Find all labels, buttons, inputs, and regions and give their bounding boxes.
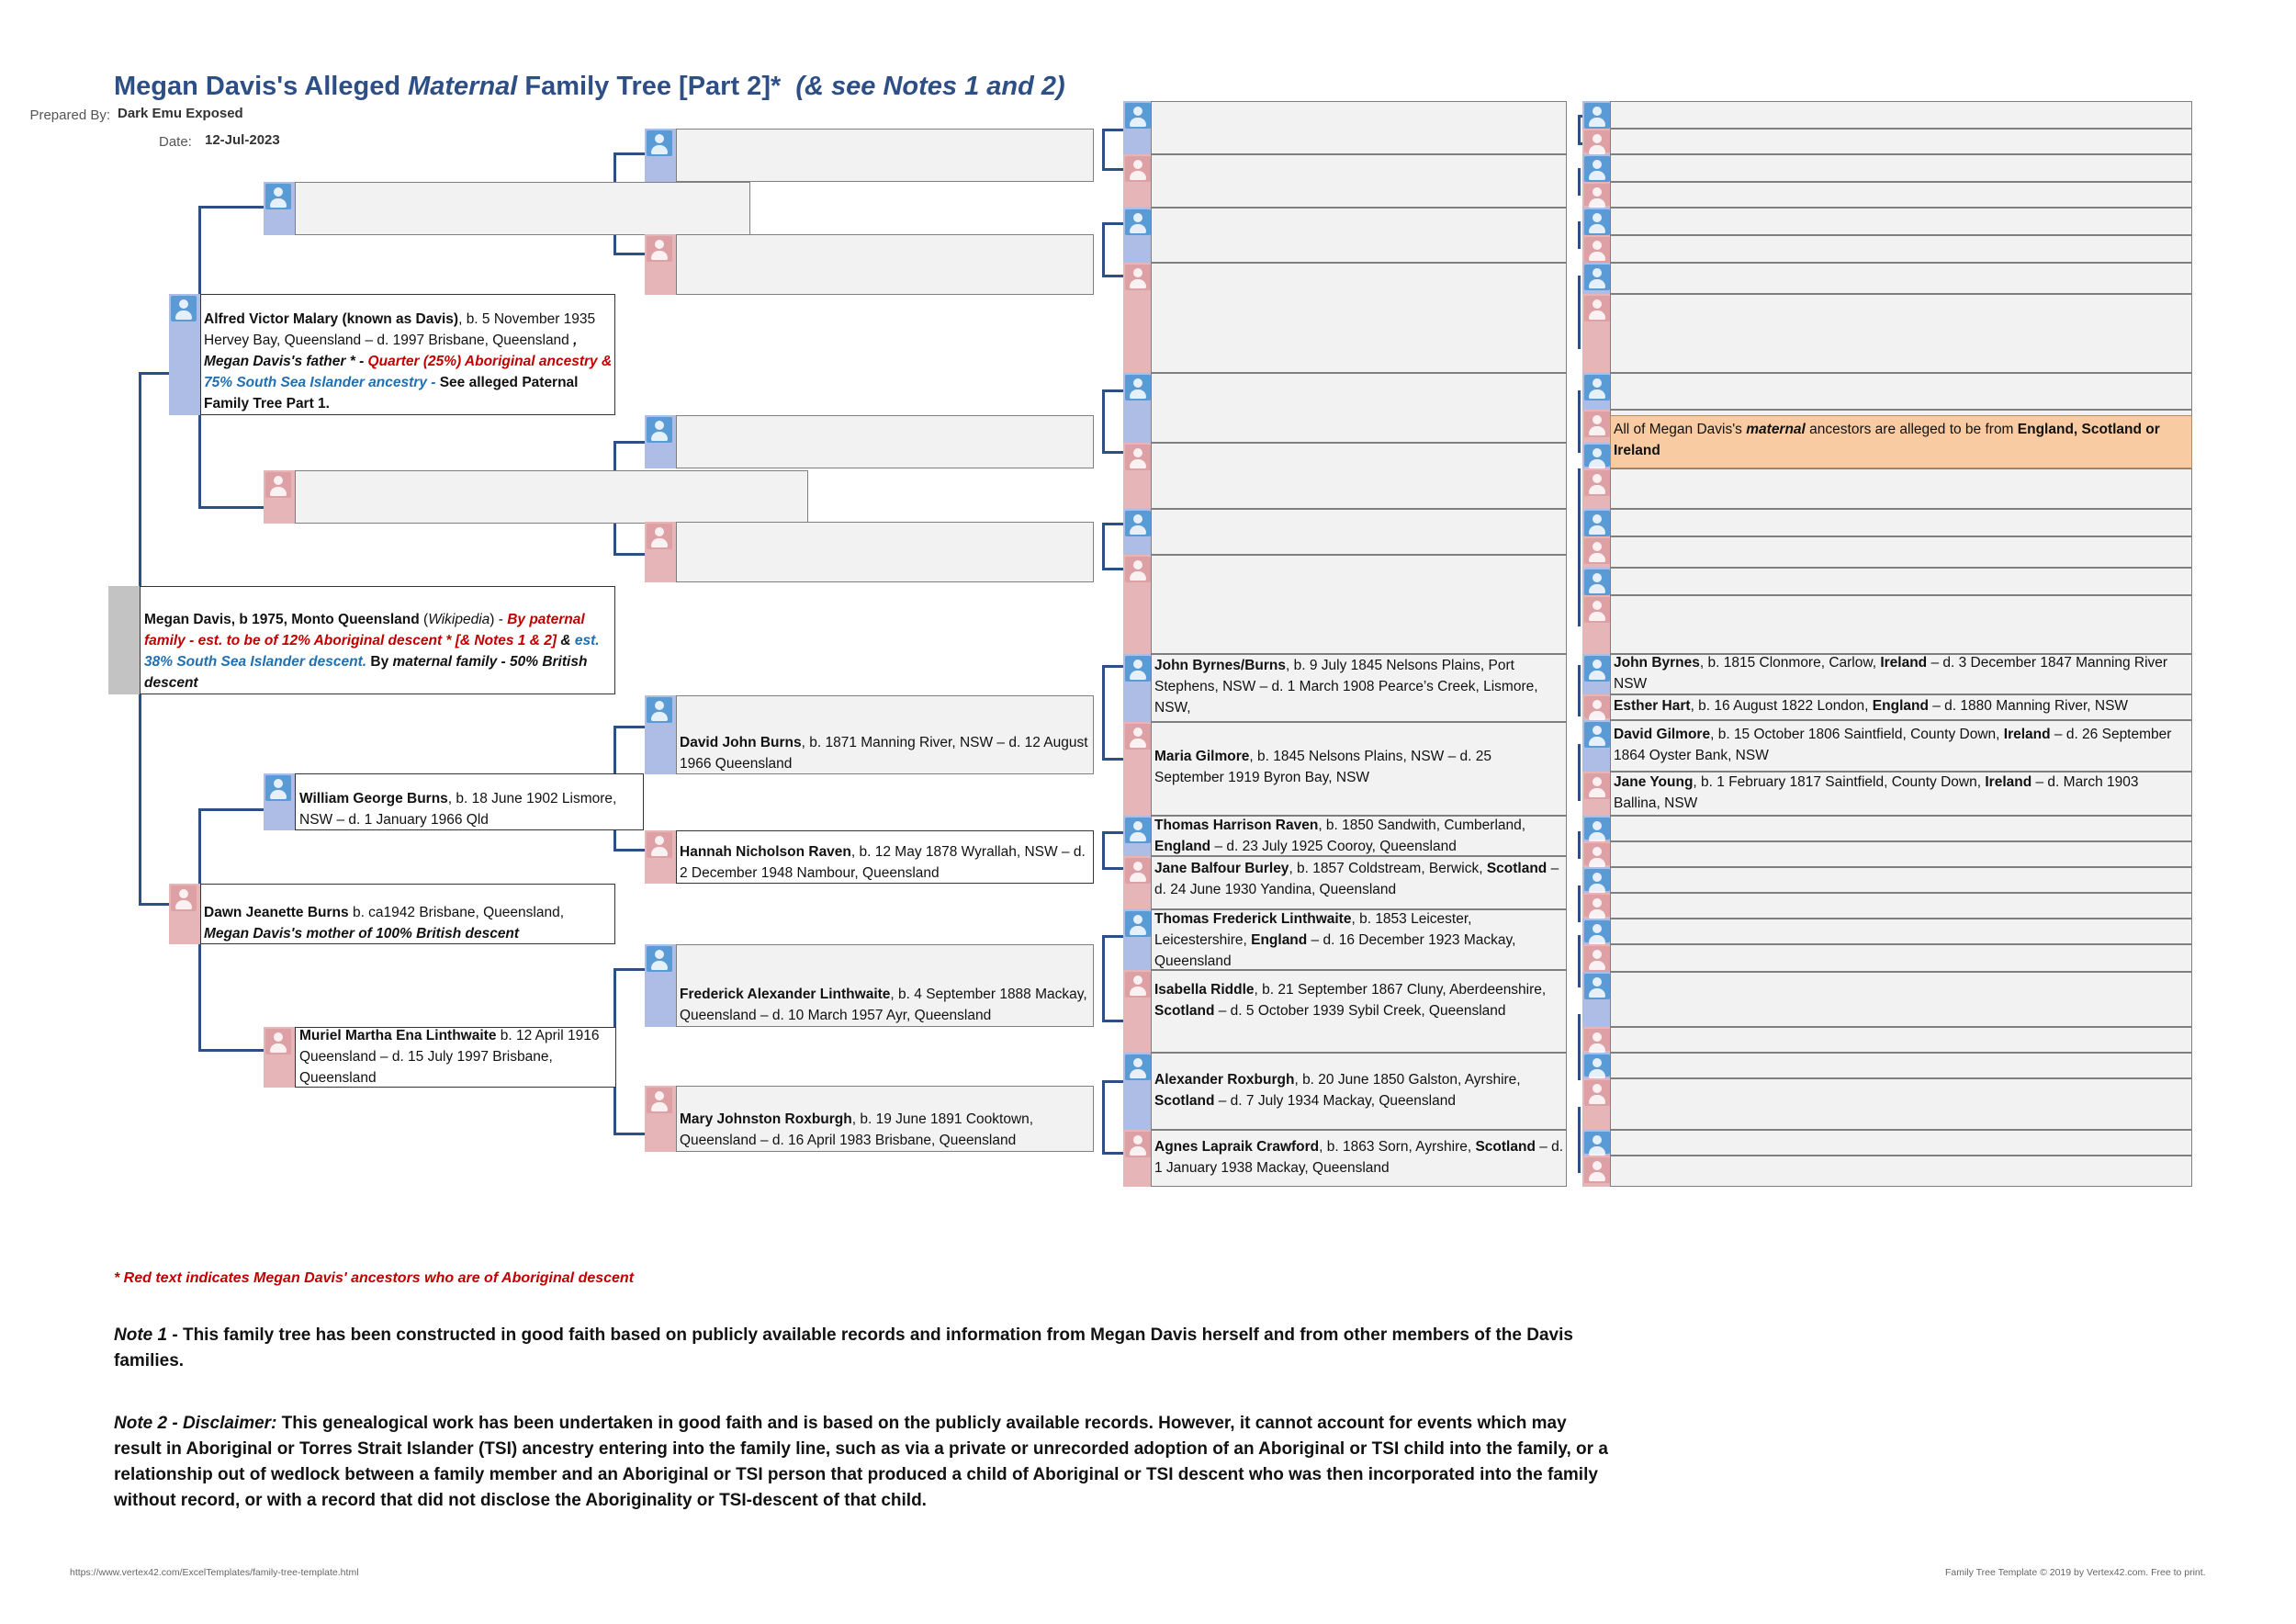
female-avatar-icon	[1584, 773, 1610, 799]
person-strip	[108, 586, 141, 694]
female-avatar-icon	[1584, 470, 1610, 496]
male-avatar-icon	[1125, 911, 1151, 937]
male-avatar-icon	[1584, 818, 1610, 840]
male-avatar-icon	[1125, 1054, 1151, 1080]
female-avatar-icon	[1584, 696, 1610, 718]
female-avatar-icon	[1584, 184, 1610, 206]
male-avatar-icon	[647, 946, 672, 972]
female-avatar-icon	[1584, 1029, 1610, 1051]
mother-text: Dawn Jeanette Burns b. ca1942 Brisbane, Queensland, Megan Davis's mother of 100% British descent	[204, 905, 565, 942]
male-avatar-icon	[265, 184, 291, 209]
male-avatar-icon	[1584, 103, 1610, 129]
female-avatar-icon	[1125, 445, 1151, 470]
male-avatar-icon	[1584, 974, 1610, 999]
male-avatar-icon	[1584, 156, 1610, 182]
prepared-by-label: Prepared By:	[29, 107, 110, 123]
male-avatar-icon	[1125, 209, 1151, 235]
legend-red-text: * Red text indicates Megan Davis' ancestors who are of Aboriginal descent	[114, 1270, 635, 1286]
male-avatar-icon	[1584, 656, 1610, 682]
male-avatar-icon	[647, 697, 672, 723]
date-value: 12-Jul-2023	[205, 132, 280, 148]
male-avatar-icon	[1584, 920, 1610, 942]
female-avatar-icon	[647, 236, 672, 262]
prepared-by-value: Dark Emu Exposed	[118, 106, 243, 121]
callout-text: All of Megan Davis's maternal ancestors are alleged to be from England, Scotland or Ireland	[1614, 422, 2160, 458]
female-avatar-icon	[1584, 843, 1610, 865]
female-avatar-icon	[1584, 597, 1610, 623]
female-avatar-icon	[1584, 1080, 1610, 1106]
female-avatar-icon	[1584, 1157, 1610, 1183]
female-avatar-icon	[1584, 296, 1610, 321]
wikipedia-link[interactable]: Wikipedia	[428, 612, 490, 627]
male-avatar-icon	[1125, 818, 1151, 843]
female-avatar-icon	[647, 832, 672, 858]
female-avatar-icon	[647, 524, 672, 549]
male-avatar-icon	[1584, 1054, 1610, 1077]
male-avatar-icon	[647, 417, 672, 443]
note-1: Note 1 - This family tree has been constructed in good faith based on publicly available records and information from Megan Davis herself and from other members of the Davis families.	[114, 1325, 1573, 1370]
female-avatar-icon	[1125, 156, 1151, 182]
male-avatar-icon	[1584, 209, 1610, 235]
female-avatar-icon	[171, 885, 197, 911]
male-avatar-icon	[1584, 869, 1610, 891]
note-2: Note 2 - Disclaimer: This genealogical work has been undertaken in good faith and is based on the publicly available records. However, it cannot account for events which may result in Aboriginal or Torres Strait Islander (TSI) ancestry entering into the family line, such as via a private or unrecorded adoption of an Aboriginal or TSI child into the family, or a relationship out of wedlock between a family member and an Aboriginal or TSI person that produced a child of Aboriginal or TSI descent who was then incorporated into the family without record, or with a record that did not disclose the Aboriginality or TSI-descent of that child.	[114, 1414, 1608, 1510]
male-avatar-icon	[1584, 511, 1610, 536]
male-avatar-icon	[1584, 722, 1610, 748]
male-avatar-icon	[1584, 1132, 1610, 1154]
footer-url[interactable]: https://www.vertex42.com/ExcelTemplates/family-tree-template.html	[70, 1567, 359, 1578]
female-avatar-icon	[1125, 724, 1151, 750]
female-avatar-icon	[1125, 858, 1151, 884]
male-avatar-icon	[265, 775, 291, 801]
male-avatar-icon	[1584, 265, 1610, 290]
male-avatar-icon	[1584, 445, 1610, 467]
female-avatar-icon	[1584, 130, 1610, 152]
female-avatar-icon	[1584, 237, 1610, 263]
male-avatar-icon	[1584, 375, 1610, 400]
male-avatar-icon	[1125, 103, 1151, 129]
female-avatar-icon	[1125, 972, 1151, 998]
male-avatar-icon	[1584, 570, 1610, 595]
female-avatar-icon	[1125, 265, 1151, 290]
female-avatar-icon	[1125, 1132, 1151, 1157]
male-avatar-icon	[1125, 375, 1151, 400]
megan-davis-text: Megan Davis, b 1975, Monto Queensland (Wikipedia) - By paternal family - est. to be of 12% Aboriginal descent * [& Notes 1 & 2] & est. 38% South Sea Islander descent. By maternal family - 50% British descent	[144, 612, 600, 691]
male-avatar-icon	[171, 296, 197, 321]
female-avatar-icon	[1584, 412, 1610, 437]
father-text: Alfred Victor Malary (known as Davis), b. 5 November 1935 Hervey Bay, Queensland – d. 1997 Brisbane, Queensland , Megan Davis's father * - Quarter (25%) Aboriginal ancestry & 75% South Sea Islander ancestry - See alleged Paternal Family Tree Part 1.	[204, 311, 613, 412]
female-avatar-icon	[1125, 557, 1151, 582]
footer-copyright: Family Tree Template © 2019 by Vertex42.com. Free to print.	[1945, 1567, 2206, 1578]
male-avatar-icon	[1125, 511, 1151, 536]
female-avatar-icon	[1584, 538, 1610, 564]
female-avatar-icon	[1584, 946, 1610, 972]
female-avatar-icon	[1584, 895, 1610, 917]
female-avatar-icon	[265, 472, 291, 498]
female-avatar-icon	[647, 1088, 672, 1113]
male-avatar-icon	[1125, 656, 1151, 682]
female-avatar-icon	[265, 1029, 291, 1054]
date-label: Date:	[159, 134, 192, 150]
male-avatar-icon	[647, 130, 672, 156]
page-title: Megan Davis's Alleged Maternal Family Tree [Part 2]* (& see Notes 1 and 2)	[114, 72, 1065, 101]
